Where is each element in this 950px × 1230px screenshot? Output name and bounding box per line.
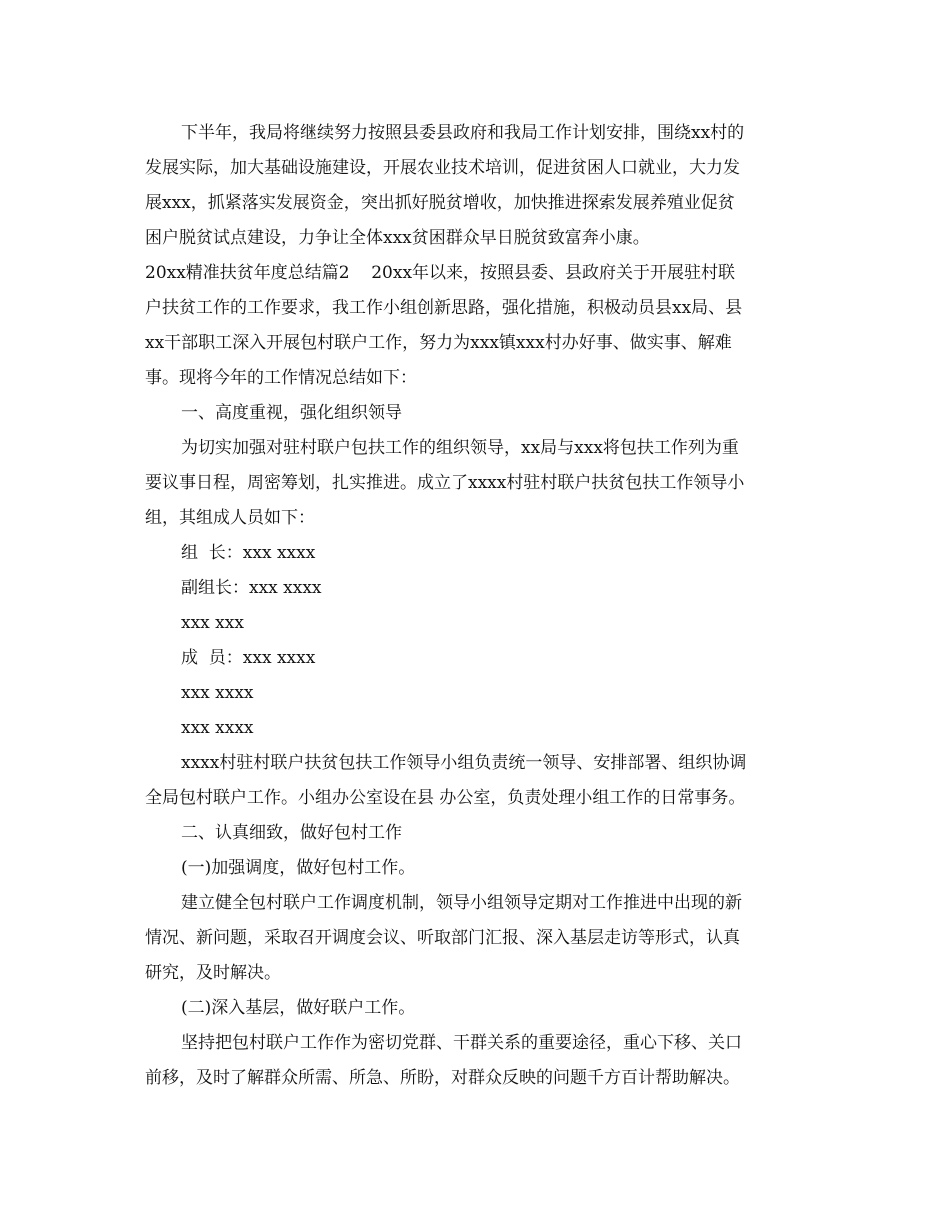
subheading-grassroots: (二)深入基层，做好联户工作。 — [181, 998, 416, 1018]
dispatch-paragraph-line: 建立健全包村联户工作调度机制，领导小组领导定期对工作推进中出现的新 — [181, 893, 742, 913]
intro-paragraph-line: 展xxx，抓紧落实发展资金，突出抓好脱贫增收，加快推进探索发展养殖业促贫 — [145, 193, 735, 213]
heading-village-work: 二、认真细致，做好包村工作 — [181, 823, 402, 843]
dispatch-paragraph-line: 研究，及时解决。 — [145, 963, 281, 983]
section-title-line: 20xx精准扶贫年度总结篇2 20xx年以来，按照县委、县政府关于开展驻村联 — [145, 263, 736, 283]
org-paragraph-line: 要议事日程，周密筹划，扎实推进。成立了xxxx村驻村联户扶贫包扶工作领导小 — [145, 473, 745, 493]
subheading-dispatch: (一)加强调度，做好包村工作。 — [181, 858, 416, 878]
member-line: 成 员：xxx xxxx — [181, 648, 316, 668]
member-line: 副组长：xxx xxxx — [181, 578, 322, 598]
section-paragraph-line: 户扶贫工作的工作要求，我工作小组创新思路，强化措施，积极动员县xx局、县 — [145, 298, 743, 318]
intro-paragraph-line: 困户脱贫试点建设，力争让全体xxx贫困群众早日脱贫致富奔小康。 — [145, 228, 650, 248]
member-line: 组 长：xxx xxxx — [181, 543, 316, 563]
heading-organization: 一、高度重视，强化组织领导 — [181, 403, 402, 423]
section-paragraph-line: xx干部职工深入开展包村联户工作，努力为xxx镇xxx村办好事、做实事、解难 — [145, 333, 732, 353]
intro-paragraph-line: 下半年，我局将继续努力按照县委县政府和我局工作计划安排，围绕xx村的 — [181, 123, 745, 143]
org-paragraph-line: 组，其组成人员如下： — [145, 508, 315, 528]
org-paragraph-line: 为切实加强对驻村联户包扶工作的组织领导，xx局与xxx将包扶工作列为重 — [181, 438, 739, 458]
office-paragraph-line: xxxx村驻村联户扶贫包扶工作领导小组负责统一领导、安排部署、组织协调 — [181, 753, 747, 773]
section-paragraph-line: 事。现将今年的工作情况总结如下： — [145, 368, 417, 388]
member-line: xxx xxxx — [181, 683, 254, 703]
office-paragraph-line: 全局包村联户工作。小组办公室设在县 办公室，负责处理小组工作的日常事务。 — [145, 788, 746, 808]
document-body — [145, 116, 805, 1096]
grassroots-paragraph-line: 前移，及时了解群众所需、所急、所盼，对群众反映的问题千方百计帮助解决。 — [145, 1068, 740, 1088]
dispatch-paragraph-line: 情况、新问题，采取召开调度会议、听取部门汇报、深入基层走访等形式，认真 — [145, 928, 740, 948]
grassroots-paragraph-line: 坚持把包村联户工作作为密切党群、干群关系的重要途径，重心下移、关口 — [181, 1033, 742, 1053]
intro-paragraph-line: 发展实际，加大基础设施建设，开展农业技术培训，促进贫困人口就业，大力发 — [145, 158, 740, 178]
member-line: xxx xxx — [181, 613, 244, 633]
member-line: xxx xxxx — [181, 718, 254, 738]
